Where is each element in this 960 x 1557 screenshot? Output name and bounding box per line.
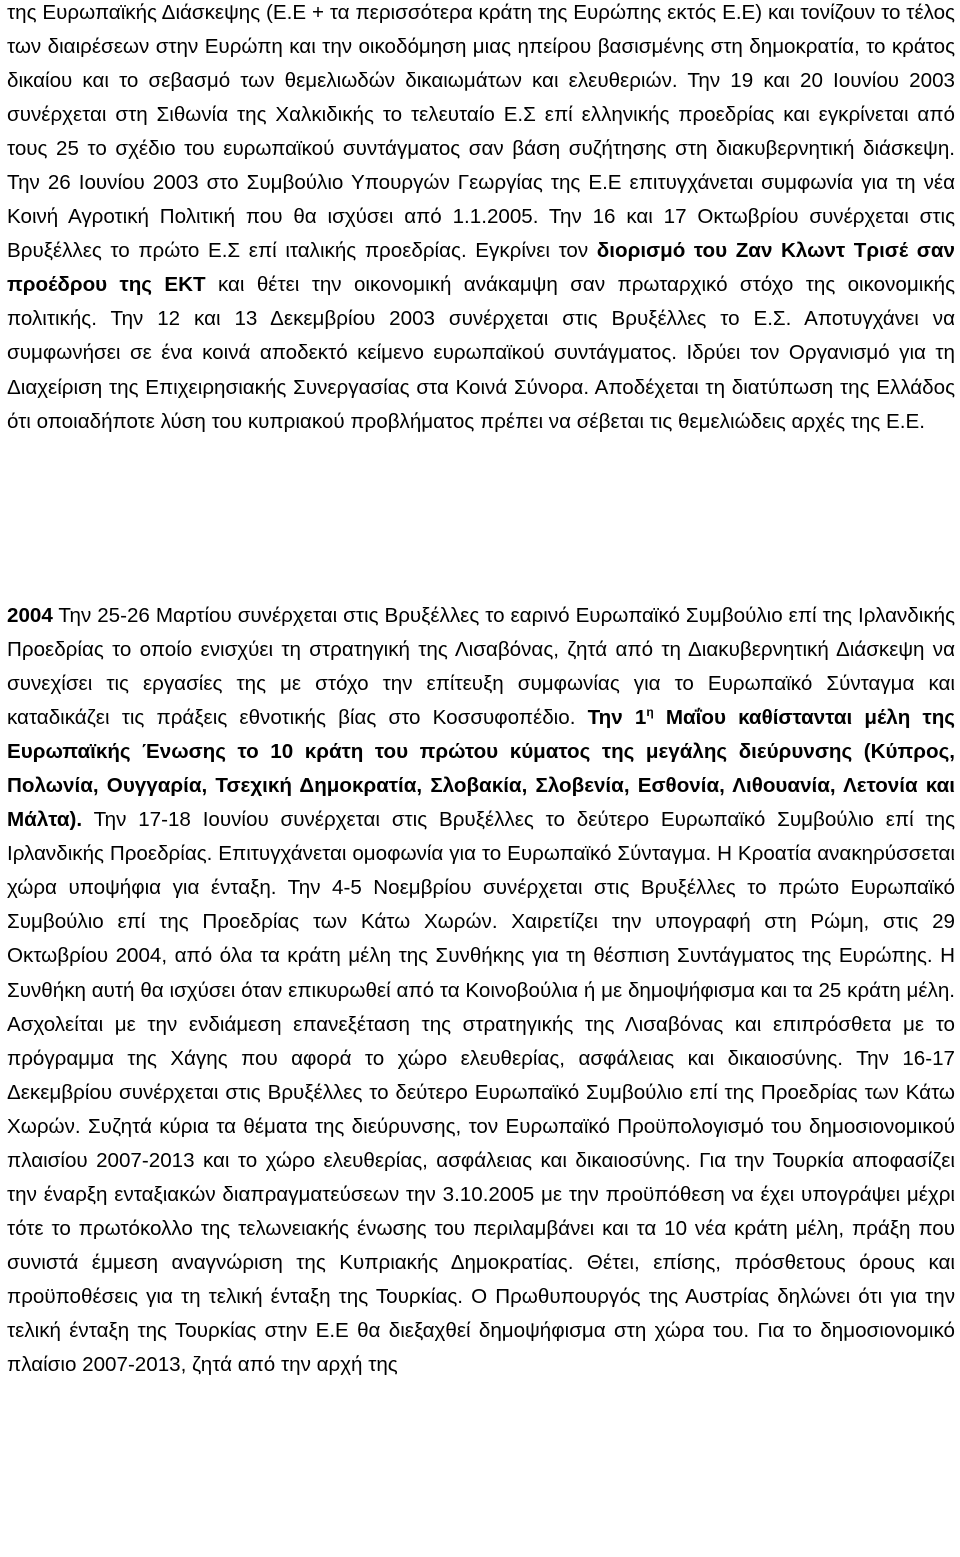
bold-text: Την 1 <box>587 706 647 730</box>
paragraph-2003-events <box>7 0 955 439</box>
year-heading: 2004 <box>7 604 53 627</box>
paragraph-2004-events <box>7 599 955 1382</box>
bold-text: Μαΐου καθίστανται μέλη της Ευρωπαϊκής Ένωσης το 10 κράτη του πρώτου κύματος της μεγάλης διεύρυνσης (Κύπρος, Πολωνία, Ουγγαρία, Τσεχική Δημοκρατία, Σλοβακία, Σλοβενία, Εσθονία, Λιθουανία, Λετονία και Μάλτα). <box>7 706 955 832</box>
paragraph-text: Την 25-26 Μαρτίου συνέρχεται στις Βρυξέλλες το εαρινό Ευρωπαϊκό Συμβούλιο επί της Ιρλανδικής Προεδρίας το οποίο ενισχύει τη στρατηγική της Λισαβόνας, ζητά από τη Διακυβερνητική Διάσκεψη να συνεχίσει τις εργασίες της με στόχο την επίτευξη συμφωνίας για το Ευρωπαϊκό Σύνταγμα και καταδικάζει τις πράξεις εθνοτικής βίας στο Κοσσυφοπέδιο. <box>7 604 955 730</box>
ordinal-superscript: η <box>646 705 654 720</box>
paragraph-text: Την 17-18 Ιουνίου συνέρχεται στις Βρυξέλλες το δεύτερο Ευρωπαϊκό Συμβούλιο επί της Ιρλανδικής Προεδρίας. Επιτυγχάνεται ομοφωνία για το Ευρωπαϊκό Σύνταγμα. Η Κροατία ανακηρύσσεται χώρα υποψήφια για ένταξη. Την 4-5 Νοεμβρίου συνέρχεται στις Βρυξέλλες το πρώτο Ευρωπαϊκό Συμβούλιο επί της Προεδρίας των Κάτω Χωρών. Χαιρετίζει την υπογραφή στη Ρώμη, στις 29 Οκτωβρίου 2004, από όλα τα κράτη μέλη της Συνθήκης για τη θέσπιση Συντάγματος της Ευρώπης. Η Συνθήκη αυτή θα ισχύσει όταν επικυρωθεί από τα Κοινοβούλια ή με δημοψήφισμα και τα 25 κράτη μέλη. Ασχολείται με την ενδιάμεση επανεξέταση της στρατηγικής της Λισαβόνας και επιπρόσθετα με το πρόγραμμα της Χάγης που αφορά το χώρο ελευθερίας, ασφάλειας και δικαιοσύνης. Την 16-17 Δεκεμβρίου συνέρχεται στις Βρυξέλλες το δεύτερο Ευρωπαϊκό Συμβούλιο επί της Προεδρίας των Κάτω Χωρών. Συζητά κύρια τα θέματα της διεύρυνσης, τον Ευρωπαϊκό Προϋπολογισμό του δημοσιονομικού πλαισίου 2007-2013 και το χώρο ελευθερίας, ασφάλειας και δικαιοσύνης. Για την Τουρκία αποφασίζει την έναρξη ενταξιακών διαπραγματεύσεων την 3.10.2005 με την προϋπόθεση να έχει υπογράψει μέχρι τότε το πρωτόκολλο της τελωνειακής ένωσης του περιλαμβάνει και τα 10 νέα κράτη μέλη, πράξη που συνιστά έμμεση αναγνώριση της Κυπριακής Δημοκρατίας. Θέτει, επίσης, πρόσθετους όρους και προϋποθέσεις για τη τελική ένταξη της Τουρκίας. Ο Πρωθυπουργός της Αυστρίας δηλώνει ότι για την τελική ένταξη της Τουρκίας στην Ε.Ε θα διεξαχθεί δημοψήφισμα στη χώρα του. Για το δημοσιονομικό πλαίσιο 2007-2013, ζητά από την αρχή της <box>7 808 955 1377</box>
bold-emphasis-trichet: διορισμό του Ζαν Κλωντ Τρισέ σαν προέδρου της ΕΚΤ <box>7 239 955 297</box>
paragraph-text: της Ευρωπαϊκής Διάσκεψης (Ε.Ε + τα περισσότερα κράτη της Ευρώπης εκτός Ε.Ε) και τονίζουν το τέλος των διαιρέσεων στην Ευρώπη και την οικοδόμηση μιας ηπείρου βασισμένης στη δημοκρατία, το κράτος δικαίου και το σεβασμό των θεμελιωδών δικαιωμάτων και ελευθεριών. Την 19 και 20 Ιουνίου 2003 συνέρχεται στη Σιθωνία της Χαλκιδικής το τελευταίο Ε.Σ επί ελληνικής προεδρίας και εγκρίνεται από τους 25 το σχέδιο του ευρωπαϊκού συντάγματος σαν βάση συζήτησης στη διακυβερνητική διάσκεψη. Την 26 Ιουνίου 2003 στο Συμβούλιο Υπουργών Γεωργίας της Ε.Ε επιτυγχάνεται συμφωνία για τη νέα Κοινή Αγροτική Πολιτική που θα ισχύσει από 1.1.2005. Την 16 και 17 Οκτωβρίου συνέρχεται στις Βρυξέλλες το πρώτο Ε.Σ επί ιταλικής προεδρίας. Εγκρίνει τον <box>7 1 955 263</box>
paragraph-text: και θέτει την οικονομική ανάκαμψη σαν πρωταρχικό στόχο της οικονομικής πολιτικής. Την 12 και 13 Δεκεμβρίου 2003 συνέρχεται στις Βρυξέλλες το Ε.Σ. Αποτυγχάνει να συμφωνήσει σε ένα κοινά αποδεκτό κείμενο ευρωπαϊκού συντάγματος. Ιδρύει τον Οργανισμό για τη Διαχείριση της Επιχειρησιακής Συνεργασίας στα Κοινά Σύνορα. Αποδέχεται τη διατύπωση της Ελλάδος ότι οποιαδήποτε λύση του κυπριακού προβλήματος πρέπει να σέβεται τις θεμελιώδεις αρχές της Ε.Ε. <box>7 273 955 433</box>
